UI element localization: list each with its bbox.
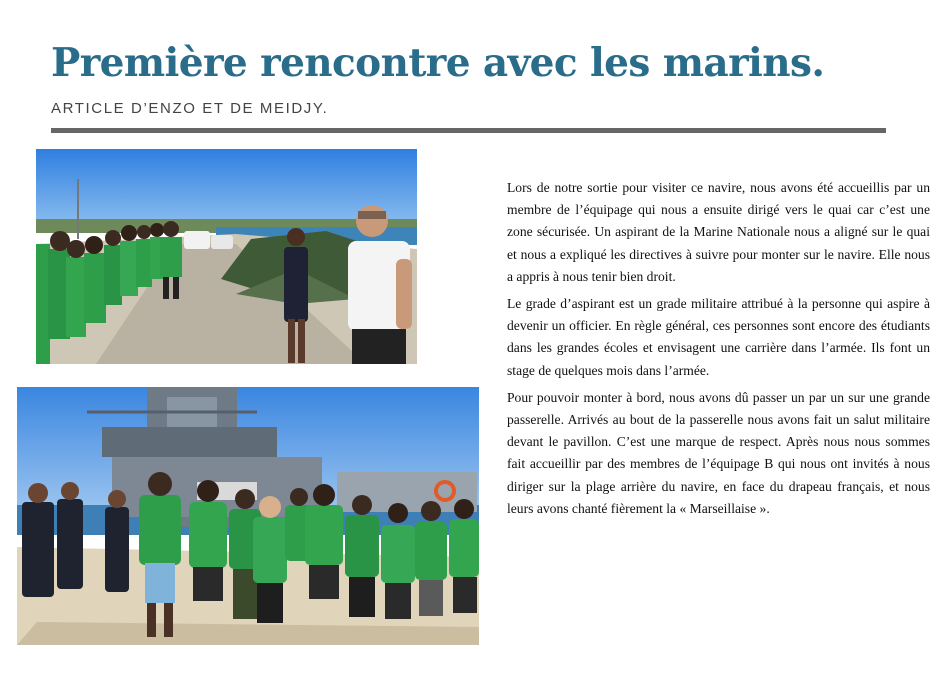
article-paragraph: Lors de notre sortie pour visiter ce navire, nous avons été accueillis par un membre de l’équipage qui nous a ensuite dirigé vers le quai car c’est une zone sécurisée. Un aspirant de la Marine Nationale nous a aligné sur le quai et nous a expliqué les directives à suivre pour monter sur le navire. Elle nous a appris à nous tenir bien droit.: [507, 180, 930, 284]
article-paragraph: Pour pouvoir monter à bord, nous avons dû passer un par un sur une grande passerelle. Arrivés au bout de la passerelle nous avons fait un salut militaire devant le pavillon. C’est une marque de respect. Après nous nous sommes fait accueillir par des membres de l’équipage B qui nous ont invités à nous diriger sur la plage arrière du navire, en face du drapeau français, et nous leurs avons chanté fièrement la « Marseillaise ».: [507, 389, 930, 516]
article-byline: ARTICLE D’ENZO ET DE MEIDJY.: [51, 100, 329, 117]
photo-rear-deck-group: [17, 387, 479, 645]
title-divider: [51, 128, 886, 133]
article-body: [507, 177, 930, 525]
photo-quay-briefing: [36, 149, 417, 364]
article-paragraph: Le grade d’aspirant est un grade militaire attribué à la personne qui aspire à devenir un officier. En règle général, ces personnes sont encore des étudiants dans les grandes écoles et envisagent une carrière dans l’armée. Ils font un stage de quelques mois dans l’armée.: [507, 296, 930, 378]
article-title: Première rencontre avec les marins.: [51, 40, 825, 86]
